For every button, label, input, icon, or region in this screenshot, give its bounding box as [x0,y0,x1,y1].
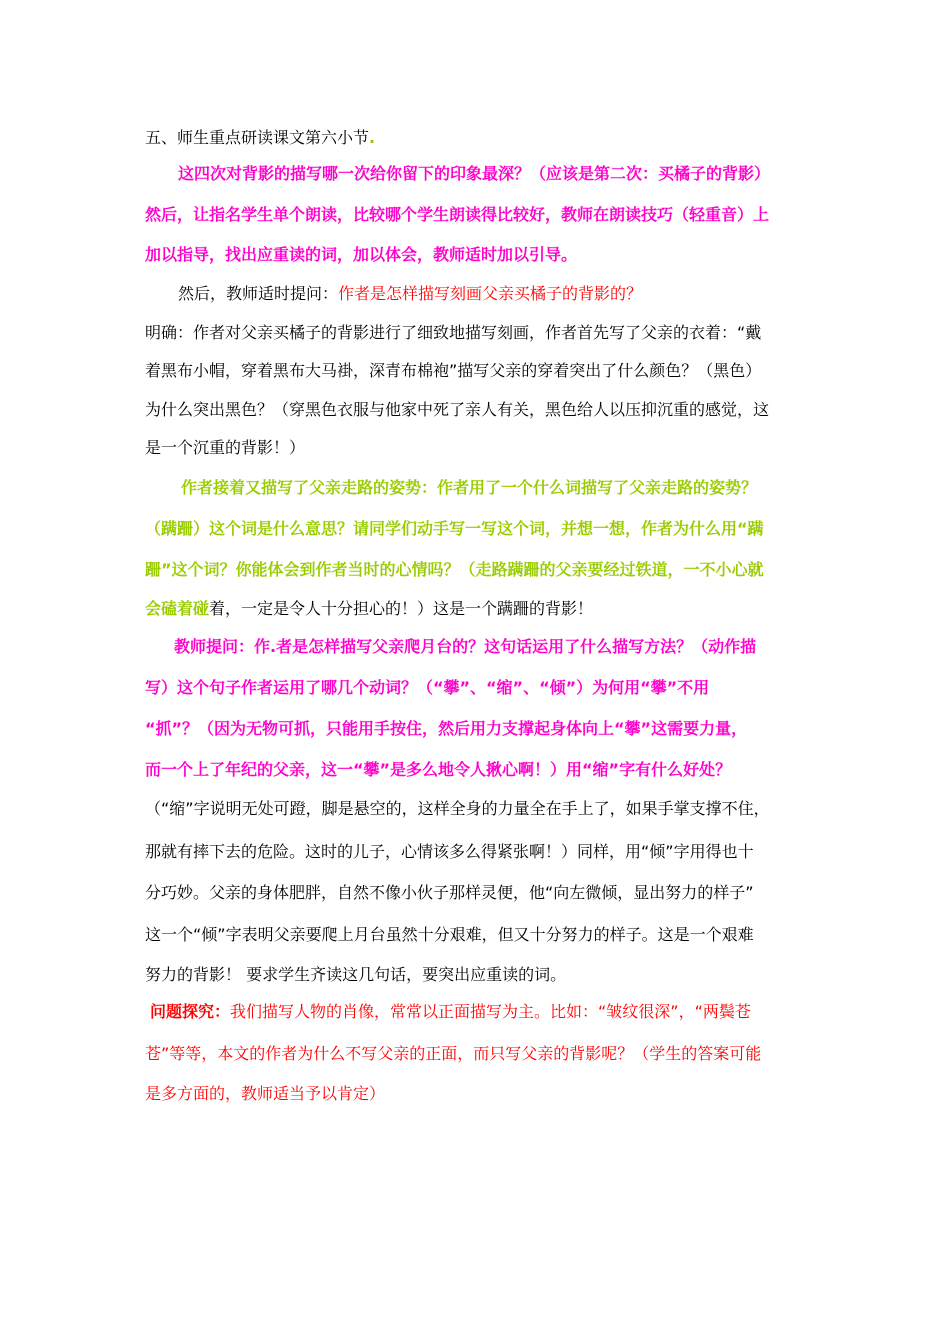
para7-line2: 苍”等等，本文的作者为什么不写父亲的正面，而只写父亲的背影呢？（学生的答案可能 [145,1044,762,1063]
para6-line3: 分巧妙。父亲的身体肥胖，自然不像小伙子那样灵便，他“向左微倾，显出努力的样子” [145,883,754,902]
para5-line2: 写）这个句子作者运用了哪几个动词？（“攀”、“缩”、“倾”）为何用“攀”不用 [145,678,710,697]
para7-label: 问题探究： [150,1002,231,1021]
para5-line3: “抓”？（因为无物可抓，只能用手按住，然后用力支撑起身体向上“攀”这需要力量， [145,719,748,738]
para4-line1: 作者接着又描写了父亲走路的姿势：作者用了一个什么词描写了父亲走路的姿势？ [181,478,758,497]
section-heading [145,128,845,148]
para7-line1-text: 我们描写人物的肖像，常常以正面描写为主。比如：“皱纹很深”，“两鬓苍 [230,1002,751,1021]
para4-line2: （蹒跚）这个词是什么意思？请同学们动手写一写这个词，并想一想，作者为什么用“蹒 [145,519,764,538]
para6-line2: 那就有摔下去的危险。这时的儿子，心情该多么得紧张啊！）同样，用“倾”字用得也十 [145,842,754,861]
para1-line1: 这四次对背影的描写哪一次给你留下的印象最深？（应该是第二次：买橘子的背影） [178,164,771,183]
heading-dot: . [369,128,376,147]
para6-line1: （“缩”字说明无处可蹬，脚是悬空的，这样全身的力量全在手上了，如果手掌支撑不住， [145,799,770,818]
para4-last-black: 着，一定是令人十分担心的！）这是一个蹒跚的背影！ [209,599,594,618]
para2-lead: 然后，教师适时提问： [178,284,339,303]
para2-line [178,284,878,304]
para3-line3: 为什么突出黑色？（穿黑色衣服与他家中死了亲人有关，黑色给人以压抑沉重的感觉，这 [145,400,770,419]
para3-line2: 着黑布小帽，穿着黑布大马褂，深青布棉袍”描写父亲的穿着突出了什么颜色？（黑色） [145,361,762,380]
para3-line1: 明确：作者对父亲买橘子的背影进行了细致地描写刻画，作者首先写了父亲的衣着：“戴 [145,323,762,342]
para3-line4: 是一个沉重的背影！） [145,438,306,457]
para7-line1 [150,1002,850,1022]
para7-line3: 是多方面的，教师适当予以肯定） [145,1084,386,1103]
para5-line4: 而一个上了年纪的父亲，这一“攀”是多么地令人揪心啊！）用“缩”字有什么好处？ [145,760,732,779]
para1-line3: 加以指导，找出应重读的词，加以体会，教师适时加以引导。 [145,245,578,264]
heading-text: 五、师生重点研读课文第六小节 [145,128,370,147]
para5-line1: 教师提问：作.者是怎样描写父亲爬月台的？这句话运用了什么描写方法？（动作描 [174,637,757,656]
para2-question: 作者是怎样描写刻画父亲买橘子的背影的？ [338,284,643,303]
para4-line4 [145,599,845,619]
para4-last-green: 会磕着碰 [145,599,210,618]
para1-line2: 然后，让指名学生单个朗读，比较哪个学生朗读得比较好，教师在朗读技巧（轻重音）上 [145,205,770,224]
para4-line3: 跚”这个词？你能体会到作者当时的心情吗？（走路蹒跚的父亲要经过铁道，一不小心就 [145,560,764,579]
para6-line5: 努力的背影！ 要求学生齐读这几句话，要突出应重读的词。 [145,965,567,984]
para6-line4: 这一个“倾”字表明父亲要爬上月台虽然十分艰难，但又十分努力的样子。这是一个艰难 [145,925,754,944]
